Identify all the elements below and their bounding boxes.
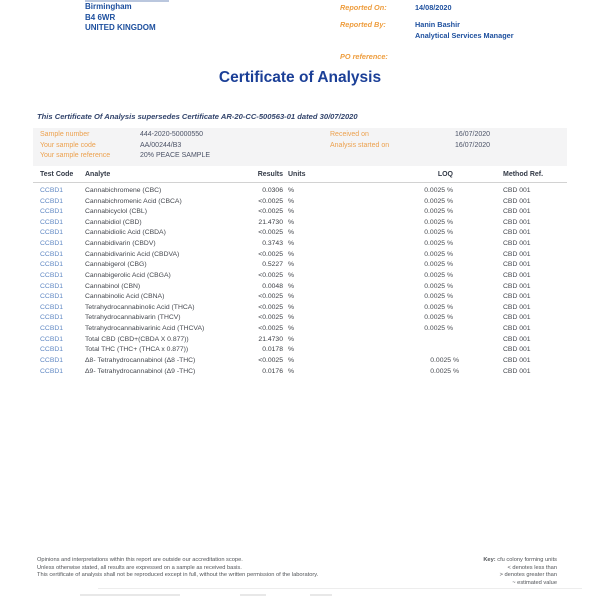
unit-cell: %: [288, 229, 295, 237]
analyte-cell: Cannabigerolic Acid (CBGA): [85, 271, 171, 279]
address-line-postcode: B4 6WR: [85, 12, 116, 22]
loq-cell: 0.0025 %: [424, 293, 453, 301]
lab-address: [85, 2, 156, 34]
key-item-greater-than: > denotes greater than: [499, 572, 557, 578]
table-row: [0, 283, 600, 294]
reported-on-value: 14/08/2020: [415, 3, 452, 12]
sample-code-label: Your sample code: [40, 141, 96, 149]
loq-cell: 0.0025 %: [430, 367, 459, 375]
table-row: [0, 229, 600, 240]
table-row: [0, 187, 600, 198]
result-cell: <0.0025: [258, 303, 283, 311]
unit-cell: %: [288, 250, 295, 258]
unit-cell: %: [288, 208, 295, 216]
reported-by-name: Hanin Bashir: [415, 20, 461, 29]
unit-cell: %: [288, 314, 295, 322]
table-row: [0, 357, 600, 368]
test-code-cell: CCBD1: [40, 240, 64, 248]
loq-cell: 0.0025 %: [424, 240, 453, 248]
unit-cell: %: [288, 335, 295, 343]
result-cell: <0.0025: [258, 250, 283, 258]
method-ref-cell: CBD 001: [503, 250, 531, 258]
loq-cell: 0.0025 %: [424, 229, 453, 237]
analyte-cell: Total CBD (CBD+(CBDA X 0.877)): [85, 335, 189, 343]
loq-cell: 0.0025 %: [424, 282, 453, 290]
method-ref-cell: CBD 001: [503, 271, 531, 279]
sample-reference-label: Your sample reference: [40, 152, 111, 160]
unit-cell: %: [288, 197, 295, 205]
supersede-note: This Certificate Of Analysis supersedes Certificate AR-20-CC-500563-01 dated 30/07/2020: [37, 112, 358, 121]
table-row: [0, 198, 600, 209]
analyte-cell: Cannabigerol (CBG): [85, 261, 147, 269]
analyte-cell: Tetrahydrocannabivarin (THCV): [85, 314, 181, 322]
result-cell: <0.0025: [258, 208, 283, 216]
result-cell: <0.0025: [258, 314, 283, 322]
analyte-cell: Cannabinol (CBN): [85, 282, 141, 290]
table-row: [0, 208, 600, 219]
table-row: [0, 346, 600, 357]
key-first-item: cfu colony forming units: [497, 557, 557, 563]
loq-cell: 0.0025 %: [424, 325, 453, 333]
test-code-cell: CCBD1: [40, 271, 64, 279]
result-cell: 0.0048: [262, 282, 283, 290]
unit-cell: %: [288, 346, 295, 354]
loq-cell: 0.0025 %: [424, 314, 453, 322]
key-item-less-than: < denotes less than: [507, 564, 557, 571]
test-code-cell: CCBD1: [40, 346, 64, 354]
analysis-started-value: 16/07/2020: [455, 141, 491, 149]
sample-number-label: Sample number: [40, 131, 90, 138]
method-ref-cell: CBD 001: [503, 367, 531, 375]
cutoff-bottom-text: [80, 594, 180, 596]
table-row: [0, 314, 600, 325]
table-row: [0, 240, 600, 251]
test-code-cell: CCBD1: [40, 356, 64, 364]
result-cell: 0.3743: [262, 240, 283, 248]
unit-cell: %: [288, 240, 295, 248]
unit-cell: %: [288, 356, 295, 364]
test-code-cell: CCBD1: [40, 218, 64, 226]
received-on-label: Received on: [330, 131, 369, 138]
table-row: [0, 293, 600, 304]
test-code-cell: CCBD1: [40, 325, 64, 333]
loq-cell: 0.0025 %: [424, 187, 453, 194]
footer-key: [397, 557, 557, 587]
method-ref-cell: CBD 001: [503, 282, 531, 290]
result-cell: 0.0176: [262, 367, 283, 375]
test-code-cell: CCBD1: [40, 261, 64, 269]
received-on-value: 16/07/2020: [455, 131, 491, 138]
test-code-cell: CCBD1: [40, 187, 64, 194]
loq-cell: 0.0025 %: [424, 208, 453, 216]
unit-cell: %: [288, 261, 295, 269]
loq-cell: 0.0025 %: [424, 218, 453, 226]
reported-by-title: Analytical Services Manager: [415, 31, 514, 40]
method-ref-cell: CBD 001: [503, 346, 531, 354]
method-ref-cell: CBD 001: [503, 240, 531, 248]
table-row: [0, 368, 600, 379]
key-label: Key:: [483, 557, 496, 563]
sample-info-panel: [33, 128, 567, 166]
test-code-cell: CCBD1: [40, 282, 64, 290]
table-row: [0, 272, 600, 283]
col-header-loq: LOQ: [437, 171, 453, 178]
footer-note-2: Unless otherwise stated, all results are expressed on a sample as received basis.: [37, 564, 242, 571]
col-header-method: Method Ref.: [503, 171, 544, 178]
key-item-estimated: ~ estimated value: [512, 579, 557, 586]
analyte-cell: Cannabichromenic Acid (CBCA): [85, 197, 182, 205]
bottom-rule: [98, 588, 582, 589]
unit-cell: %: [288, 271, 295, 279]
result-cell: <0.0025: [258, 356, 283, 364]
analyte-cell: Tetrahydrocannabivarinic Acid (THCVA): [85, 325, 205, 333]
cutoff-bottom-text: [240, 594, 266, 596]
unit-cell: %: [288, 325, 295, 333]
analyte-cell: Δ9- Tetrahydrocannabinol (Δ9 -THC): [85, 367, 196, 375]
loq-cell: 0.0025 %: [424, 271, 453, 279]
test-code-cell: CCBD1: [40, 314, 64, 322]
method-ref-cell: CBD 001: [503, 187, 531, 194]
method-ref-cell: CBD 001: [503, 197, 531, 205]
table-row: [0, 336, 600, 347]
method-ref-cell: CBD 001: [503, 293, 531, 301]
unit-cell: %: [288, 187, 295, 194]
result-cell: <0.0025: [258, 229, 283, 237]
footer-note-3: This certificate of analysis shall not be reproduced except in full, without the written permission of the laboratory.: [37, 572, 319, 578]
unit-cell: %: [288, 303, 295, 311]
unit-cell: %: [288, 293, 295, 301]
result-cell: 0.0178: [262, 346, 283, 354]
col-header-results: Results: [257, 171, 283, 178]
table-header-divider: [33, 182, 567, 183]
test-code-cell: CCBD1: [40, 229, 64, 237]
analyte-cell: Total THC (THC+ (THCA x 0.877)): [85, 346, 189, 354]
method-ref-cell: CBD 001: [503, 208, 531, 216]
table-row: [0, 325, 600, 336]
analyte-cell: Cannabicyclol (CBL): [85, 208, 147, 216]
method-ref-cell: CBD 001: [503, 218, 531, 226]
analyte-cell: Cannabidivarinic Acid (CBDVA): [85, 250, 180, 258]
analyte-cell: Tetrahydrocannabinolic Acid (THCA): [85, 303, 195, 311]
result-cell: 0.5227: [262, 261, 283, 269]
table-row: [0, 261, 600, 272]
analyte-cell: Cannabidivarin (CBDV): [85, 240, 156, 248]
table-row: [0, 251, 600, 262]
page-title: Certificate of Analysis: [218, 69, 382, 86]
method-ref-cell: CBD 001: [503, 356, 531, 364]
key-line: [397, 557, 557, 565]
method-ref-cell: CBD 001: [503, 325, 531, 333]
sample-code-value: AA/00244/B3: [140, 141, 182, 149]
method-ref-cell: CBD 001: [503, 303, 531, 311]
result-cell: <0.0025: [258, 271, 283, 279]
unit-cell: %: [288, 218, 295, 226]
result-cell: <0.0025: [258, 293, 283, 301]
test-code-cell: CCBD1: [40, 367, 64, 375]
col-header-test-code: Test Code: [40, 171, 74, 178]
address-line-city: Birmingham: [85, 2, 132, 11]
result-cell: <0.0025: [258, 197, 283, 205]
result-cell: 21.4730: [258, 335, 283, 343]
table-row: [0, 219, 600, 230]
test-code-cell: CCBD1: [40, 335, 64, 343]
table-row: [0, 304, 600, 315]
analyte-cell: Cannabidiolic Acid (CBDA): [85, 229, 166, 237]
footer-notes: [37, 557, 318, 580]
result-cell: <0.0025: [258, 325, 283, 333]
sample-number-value: 444-2020-50000550: [140, 131, 204, 138]
test-code-cell: CCBD1: [40, 303, 64, 311]
result-cell: 21.4730: [258, 218, 283, 226]
po-reference-label: PO reference:: [340, 52, 388, 61]
test-code-cell: CCBD1: [40, 250, 64, 258]
footer-note-1: Opinions and interpretations within this report are outside our accreditation scope.: [37, 557, 243, 563]
sample-reference-value: 20% PEACE SAMPLE: [140, 152, 211, 160]
loq-cell: 0.0025 %: [424, 197, 453, 205]
col-header-analyte: Analyte: [85, 171, 111, 178]
analyte-cell: Cannabidiol (CBD): [85, 218, 142, 226]
analyte-cell: Cannabichromene (CBC): [85, 187, 162, 194]
method-ref-cell: CBD 001: [503, 314, 531, 322]
reported-by-label: Reported By:: [340, 20, 386, 29]
test-code-cell: CCBD1: [40, 293, 64, 301]
analysis-started-label: Analysis started on: [330, 141, 390, 149]
loq-cell: 0.0025 %: [430, 356, 459, 364]
col-header-units: Units: [288, 171, 306, 178]
loq-cell: 0.0025 %: [424, 250, 453, 258]
address-line-country: UNITED KINGDOM: [85, 23, 156, 32]
test-code-cell: CCBD1: [40, 197, 64, 205]
analyte-cell: Δ8- Tetrahydrocannabinol (Δ8 -THC): [85, 356, 196, 364]
unit-cell: %: [288, 367, 295, 375]
method-ref-cell: CBD 001: [503, 261, 531, 269]
cutoff-bottom-text: [310, 594, 332, 596]
loq-cell: 0.0025 %: [424, 261, 453, 269]
result-cell: 0.0306: [262, 187, 283, 194]
reported-on-label: Reported On:: [340, 3, 387, 12]
method-ref-cell: CBD 001: [503, 229, 531, 237]
unit-cell: %: [288, 282, 295, 290]
loq-cell: 0.0025 %: [424, 303, 453, 311]
analyte-cell: Cannabinolic Acid (CBNA): [85, 293, 165, 301]
method-ref-cell: CBD 001: [503, 335, 531, 343]
test-code-cell: CCBD1: [40, 208, 64, 216]
